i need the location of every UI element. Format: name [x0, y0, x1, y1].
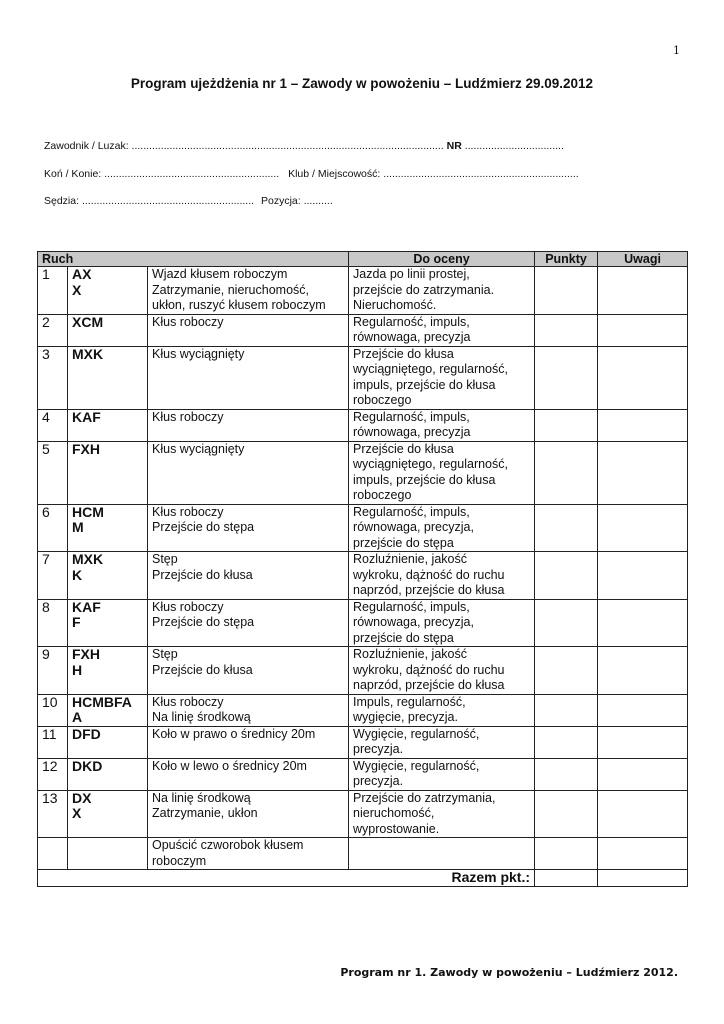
row-assessment: Rozluźnienie, jakość wykroku, dążność do ruchu naprzód, przejście do kłusa [349, 647, 535, 695]
row-points-cell[interactable] [535, 599, 598, 647]
header-do-oceny: Do oceny [349, 252, 535, 267]
row-movement: Kłus roboczy [148, 314, 349, 346]
table-row [38, 314, 688, 346]
row-figure-code: DKD [68, 758, 148, 790]
row-points-cell[interactable] [535, 314, 598, 346]
table-row [38, 504, 688, 552]
row-figure-code: DFD [68, 726, 148, 758]
table-row [38, 346, 688, 409]
row-notes-cell[interactable] [598, 314, 688, 346]
row-number: 5 [38, 441, 68, 504]
row-figure-code: FXH [68, 441, 148, 504]
row-movement: Kłus roboczy Przejście do stępa [148, 504, 349, 552]
row-number [38, 838, 68, 870]
horse-label: Koń / Konie: ............................................................ [44, 168, 280, 180]
row-movement: Koło w prawo o średnicy 20m [148, 726, 349, 758]
row-points-cell[interactable] [535, 726, 598, 758]
row-figure-code: XCM [68, 314, 148, 346]
row-figure-code: MXK [68, 346, 148, 409]
table-row [38, 758, 688, 790]
row-figure-code: KAF [68, 409, 148, 441]
position-label: Pozycja: .......... [260, 195, 333, 207]
row-assessment: Przejście do kłusa wyciągniętego, regularność, impuls, przejście do kłusa roboczego [349, 441, 535, 504]
row-assessment: Regularność, impuls, równowaga, precyzja, przejście do stępa [349, 504, 535, 552]
row-movement: Wjazd kłusem roboczym Zatrzymanie, nieruchomość, ukłon, ruszyć kłusem roboczym [148, 267, 349, 315]
table-row [38, 694, 688, 726]
total-points-cell[interactable] [535, 870, 598, 887]
row-notes-cell[interactable] [598, 647, 688, 695]
row-notes-cell[interactable] [598, 726, 688, 758]
row-movement: Opuścić czworobok kłusem roboczym [148, 838, 349, 870]
page-title: Program ujeżdżenia nr 1 – Zawody w powożeniu – Ludźmierz 29.09.2012 [130, 76, 594, 91]
row-assessment [349, 838, 535, 870]
table-row [38, 838, 688, 870]
nr-dots: .................................. [464, 140, 564, 152]
row-figure-code: FXH H [68, 647, 148, 695]
row-assessment: Przejście do kłusa wyciągniętego, regularność, impuls, przejście do kłusa roboczego [349, 346, 535, 409]
row-notes-cell[interactable] [598, 694, 688, 726]
competitor-label: Zawodnik / Luzak: ........................................................................................................... [44, 140, 444, 152]
row-notes-cell[interactable] [598, 267, 688, 315]
row-number: 13 [38, 790, 68, 838]
table-row [38, 726, 688, 758]
row-points-cell[interactable] [535, 504, 598, 552]
total-row [38, 870, 688, 887]
row-points-cell[interactable] [535, 694, 598, 726]
row-figure-code: DX X [68, 790, 148, 838]
row-figure-code: HCM M [68, 504, 148, 552]
row-number: 2 [38, 314, 68, 346]
row-notes-cell[interactable] [598, 790, 688, 838]
row-number: 8 [38, 599, 68, 647]
row-movement: Koło w lewo o średnicy 20m [148, 758, 349, 790]
row-notes-cell[interactable] [598, 838, 688, 870]
total-label: Razem pkt.: [38, 870, 535, 887]
header-ruch: Ruch [38, 252, 349, 267]
header-uwagi: Uwagi [598, 252, 688, 267]
page-number: 1 [673, 44, 680, 57]
row-points-cell[interactable] [535, 346, 598, 409]
row-assessment: Regularność, impuls, równowaga, precyzja [349, 314, 535, 346]
row-notes-cell[interactable] [598, 409, 688, 441]
judge-label: Sędzia: ........................................................... [44, 195, 255, 207]
nr-label: NR [446, 140, 462, 152]
row-points-cell[interactable] [535, 838, 598, 870]
total-notes-cell[interactable] [598, 870, 688, 887]
row-number: 1 [38, 267, 68, 315]
row-points-cell[interactable] [535, 409, 598, 441]
row-assessment: Jazda po linii prostej, przejście do zatrzymania. Nieruchomość. [349, 267, 535, 315]
table-row [38, 599, 688, 647]
row-assessment: Regularność, impuls, równowaga, precyzja [349, 409, 535, 441]
row-movement: Kłus wyciągnięty [148, 441, 349, 504]
row-number: 9 [38, 647, 68, 695]
row-assessment: Wygięcie, regularność, precyzja. [349, 758, 535, 790]
row-assessment: Impuls, regularność, wygięcie, precyzja. [349, 694, 535, 726]
row-movement: Kłus roboczy [148, 409, 349, 441]
field-judge [44, 195, 333, 207]
row-figure-code: KAF F [68, 599, 148, 647]
row-assessment: Przejście do zatrzymania, nieruchomość, wyprostowanie. [349, 790, 535, 838]
row-assessment: Wygięcie, regularność, precyzja. [349, 726, 535, 758]
row-figure-code: HCMBFA A [68, 694, 148, 726]
row-figure-code [68, 838, 148, 870]
club-label: Klub / Miejscowość: ................................................................... [288, 168, 579, 180]
row-notes-cell[interactable] [598, 758, 688, 790]
table-row [38, 552, 688, 600]
row-movement: Stęp Przejście do kłusa [148, 552, 349, 600]
row-points-cell[interactable] [535, 758, 598, 790]
row-notes-cell[interactable] [598, 441, 688, 504]
table-row [38, 441, 688, 504]
row-number: 11 [38, 726, 68, 758]
row-assessment: Rozluźnienie, jakość wykroku, dążność do ruchu naprzód, przejście do kłusa [349, 552, 535, 600]
table-row [38, 409, 688, 441]
row-notes-cell[interactable] [598, 504, 688, 552]
table-row [38, 267, 688, 315]
row-notes-cell[interactable] [598, 346, 688, 409]
row-number: 7 [38, 552, 68, 600]
row-movement: Na linię środkową Zatrzymanie, ukłon [148, 790, 349, 838]
score-table [37, 251, 688, 887]
row-number: 3 [38, 346, 68, 409]
table-row [38, 790, 688, 838]
table-header-row [38, 252, 688, 267]
row-number: 6 [38, 504, 68, 552]
row-number: 10 [38, 694, 68, 726]
row-points-cell[interactable] [535, 441, 598, 504]
row-points-cell[interactable] [535, 267, 598, 315]
row-points-cell[interactable] [535, 647, 598, 695]
row-movement: Kłus roboczy Przejście do stępa [148, 599, 349, 647]
row-points-cell[interactable] [535, 552, 598, 600]
row-points-cell[interactable] [535, 790, 598, 838]
row-assessment: Regularność, impuls, równowaga, precyzja, przejście do stępa [349, 599, 535, 647]
field-horse [44, 168, 579, 180]
row-notes-cell[interactable] [598, 552, 688, 600]
row-movement: Kłus roboczy Na linię środkową [148, 694, 349, 726]
footer-text: Program nr 1. Zawody w powożeniu – Ludźmierz 2012. [340, 966, 678, 979]
row-figure-code: MXK K [68, 552, 148, 600]
row-number: 12 [38, 758, 68, 790]
header-punkty: Punkty [535, 252, 598, 267]
row-movement: Kłus wyciągnięty [148, 346, 349, 409]
field-competitor [44, 140, 564, 152]
row-movement: Stęp Przejście do kłusa [148, 647, 349, 695]
table-row [38, 647, 688, 695]
row-figure-code: AX X [68, 267, 148, 315]
row-notes-cell[interactable] [598, 599, 688, 647]
row-number: 4 [38, 409, 68, 441]
